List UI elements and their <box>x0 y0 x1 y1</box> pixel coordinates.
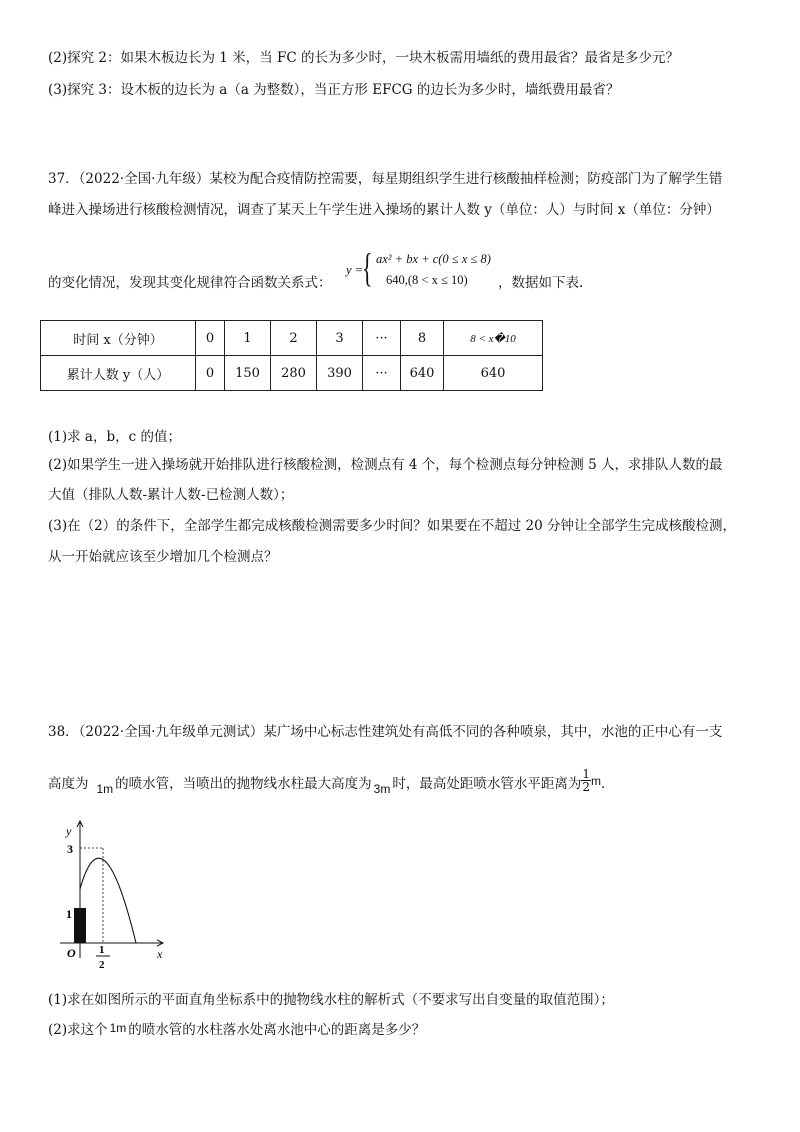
unit-1m: 1m <box>96 782 114 796</box>
q38-text: 高度为 <box>48 776 89 792</box>
formula-case1: ax² + bx + c(0 ≤ x ≤ 8) <box>376 252 491 266</box>
table-cell: 280 <box>271 356 317 391</box>
table-row-count <box>41 356 543 391</box>
q37-part3-line1: (3)在（2）的条件下，全部学生都完成核酸检测需要多少时间？如果要在不超过 20 分钟让全部学生完成核酸检测， <box>48 518 736 534</box>
parabola-graph <box>55 815 180 975</box>
q37-part2-line1: (2)如果学生一进入操场就开始排队进行核酸检测，检测点有 4 个，每个检测点每分钟检测 5 人，求排队人数的最 <box>48 457 723 473</box>
unit-3m: 3m <box>373 782 391 796</box>
parabola-curve <box>80 858 136 943</box>
q38-text: ． <box>600 776 615 792</box>
q37-stem-line3-end: ，数据如下表. <box>498 275 584 291</box>
table-cell: 1 <box>225 321 271 356</box>
table-cell: 2 <box>271 321 317 356</box>
y-tick-3: 3 <box>67 842 73 856</box>
q38-stem-line1: 38．（2022·全国·九年级单元测试）某广场中心标志性建筑处有高低不同的各种喷泉，其中，水池的正中心有一支 <box>48 724 723 740</box>
formula-brace: { <box>362 245 373 290</box>
table-cell: ··· <box>363 321 401 356</box>
piecewise-formula <box>346 245 506 292</box>
q38-stem-line2 <box>48 767 615 797</box>
unit-m: m <box>590 774 601 788</box>
table-cell: 累计人数 y（人） <box>41 356 196 391</box>
q37-part2-line2: 大值（排队人数-累计人数-已检测人数）； <box>48 487 294 503</box>
table-cell: 640 <box>444 356 543 391</box>
table-cell: 390 <box>317 356 363 391</box>
q38-part2-text: 的喷水管的水柱落水处离水池中心的距离是多少？ <box>128 1022 426 1038</box>
table-cell: 时间 x（分钟） <box>41 321 196 356</box>
table-cell: 150 <box>225 356 271 391</box>
y-axis-label: y <box>66 824 72 838</box>
q37-stem-line1: 37．（2022·全国·九年级）某校为配合疫情防控需要，每星期组织学生进行核酸抽样检测；防疫部门为了解学生错 <box>48 171 723 187</box>
table-cell: 0 <box>196 321 225 356</box>
x-axis-label: x <box>157 947 163 961</box>
explore-3-question: (3)探究 3：设木板的边长为 a（a 为整数），当正方形 EFCG 的边长为多少时，墙纸费用最省？ <box>48 82 620 98</box>
formula-lhs: y = <box>346 263 364 277</box>
fraction-half <box>581 768 591 793</box>
q38-part2-text: (2)求这个 <box>48 1022 108 1038</box>
table-cell: 640 <box>401 356 444 391</box>
fraction-num: 1 <box>582 767 590 781</box>
table-cell: 8 <box>401 321 444 356</box>
table-cell: 0 <box>196 356 225 391</box>
q38-text: 的喷水管，当喷出的抛物线水柱最大高度为 <box>115 776 372 792</box>
table-cell: ··· <box>363 356 401 391</box>
x-tick-num: 1 <box>99 944 105 956</box>
formula-case2: 640,(8 < x ≤ 10) <box>386 273 468 287</box>
q37-part1: (1)求 a，b，c 的值； <box>48 429 181 445</box>
q38-part2 <box>48 1020 425 1040</box>
q37-stem-line3 <box>48 273 332 293</box>
table-cell: 3 <box>317 321 363 356</box>
data-table <box>40 320 543 391</box>
q37-part3-line2: 从一开始就应该至少增加几个检测点？ <box>48 549 278 565</box>
water-pipe <box>74 908 86 943</box>
explore-2-question: (2)探究 2：如果木板边长为 1 米，当 FC 的长为多少时，一块木板需用墙纸的费用最省？最省是多少元？ <box>48 50 679 66</box>
fraction-den: 2 <box>582 780 590 794</box>
x-tick-den: 2 <box>99 959 105 971</box>
unit-1m-part2: 1m <box>109 1021 127 1035</box>
q37-stem-line3-text: 的变化情况，发现其变化规律符合函数关系式： <box>48 275 332 291</box>
table-cell: 8 < x�10 <box>444 321 543 356</box>
q38-text: 时，最高处距喷水管水平距离为 <box>392 776 582 792</box>
origin-label: O <box>67 946 76 960</box>
q37-stem-line2: 峰进入操场进行核酸检测情况，调查了某天上午学生进入操场的累计人数 y（单位：人）与时间 x（单位：分钟） <box>48 202 720 218</box>
table-row-time <box>41 321 543 356</box>
q38-part1: (1)求在如图所示的平面直角坐标系中的抛物线水柱的解析式（不要求写出自变量的取值范围）； <box>48 992 614 1008</box>
y-tick-1: 1 <box>66 907 72 921</box>
